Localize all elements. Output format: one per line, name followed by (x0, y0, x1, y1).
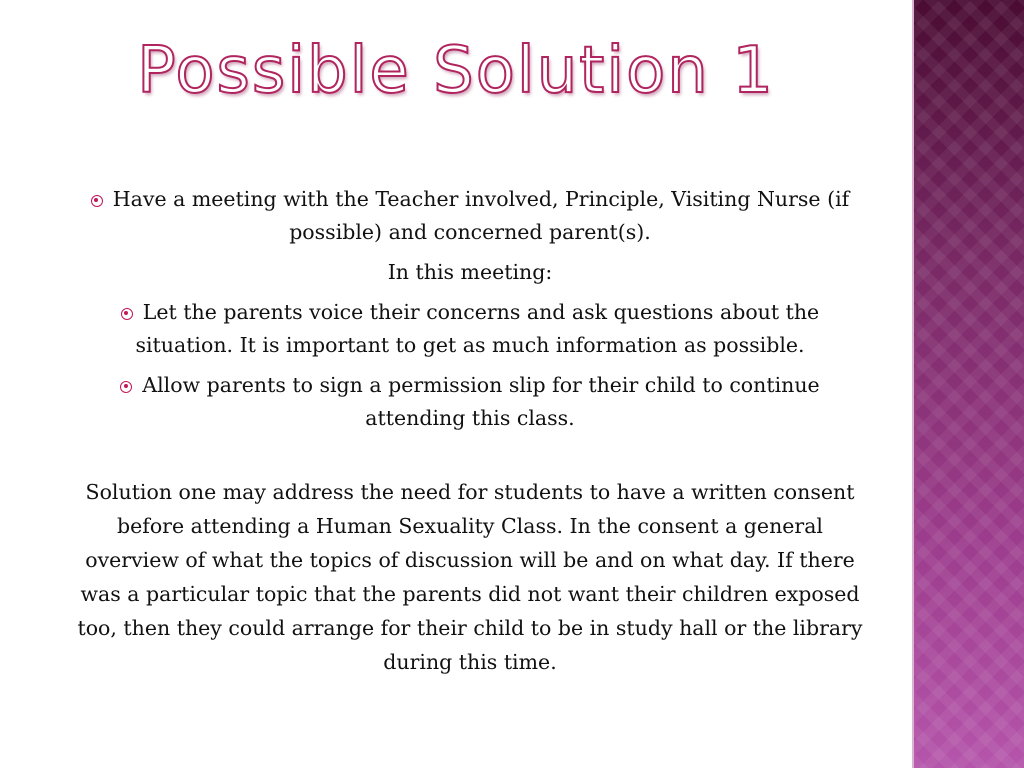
bullet-list-2 (70, 296, 870, 435)
bullet-icon (120, 381, 132, 393)
bullet-icon (121, 308, 133, 320)
bullet-text: Have a meeting with the Teacher involved, Principle, Visiting Nurse (if possible) and concerned parent(s). (112, 187, 850, 244)
bullet-text: Let the parents voice their concerns and ask questions about the situation. It is important to get as much information as possible. (135, 300, 820, 357)
bullet-item (70, 296, 870, 362)
meeting-intro: In this meeting: (387, 260, 553, 284)
bullet-item (70, 369, 870, 435)
bullet-item (70, 183, 870, 249)
bullet-list (70, 183, 870, 249)
bullet-text: Allow parents to sign a permission slip for their child to continue attending this class. (142, 373, 820, 430)
bullet-icon (91, 195, 103, 207)
slide-title: Possible Solution 1 (137, 34, 775, 108)
slide-content (70, 183, 870, 679)
solution-paragraph: Solution one may address the need for students to have a written consent before attending a Human Sexuality Class. In the consent a general overview of what the topics of discussion will be and on what day. If there was a particular topic that the parents did not want their children exposed too, then they could arrange for their child to be in study hall or the library during this time. (77, 480, 863, 674)
decorative-sidebar (912, 0, 1024, 768)
